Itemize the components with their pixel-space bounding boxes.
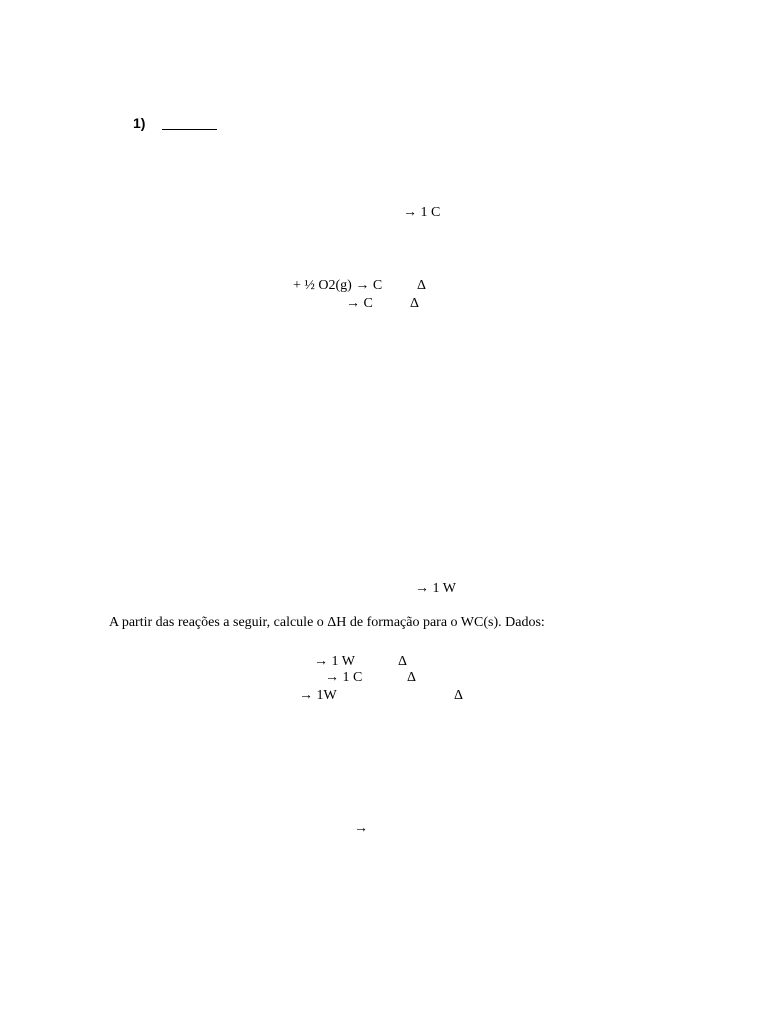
delta-symbol: Δ (407, 670, 417, 685)
delta-symbol: Δ (454, 688, 464, 703)
data-reaction-1c: → 1 C (325, 670, 363, 685)
answer-blank-line (162, 129, 217, 130)
reaction-fragment-o2: + ½ O2(g) → C (293, 278, 383, 293)
delta-symbol: Δ (410, 296, 420, 311)
delta-symbol: Δ (417, 278, 427, 293)
delta-symbol: Δ (398, 654, 408, 669)
reaction-fragment-1w: → 1 W (415, 581, 456, 596)
instruction-text: A partir das reações a seguir, calcule o ΔH de formação para o WC(s). Dados: (109, 615, 545, 630)
question-number: 1) (133, 115, 146, 131)
reaction-fragment-1c: → 1 C (403, 205, 441, 220)
data-reaction-1w: → 1 W (314, 654, 355, 669)
lone-arrow: → (354, 821, 368, 836)
reaction-fragment-c: → C (346, 296, 373, 311)
data-reaction-1w-b: → 1W (299, 688, 337, 703)
